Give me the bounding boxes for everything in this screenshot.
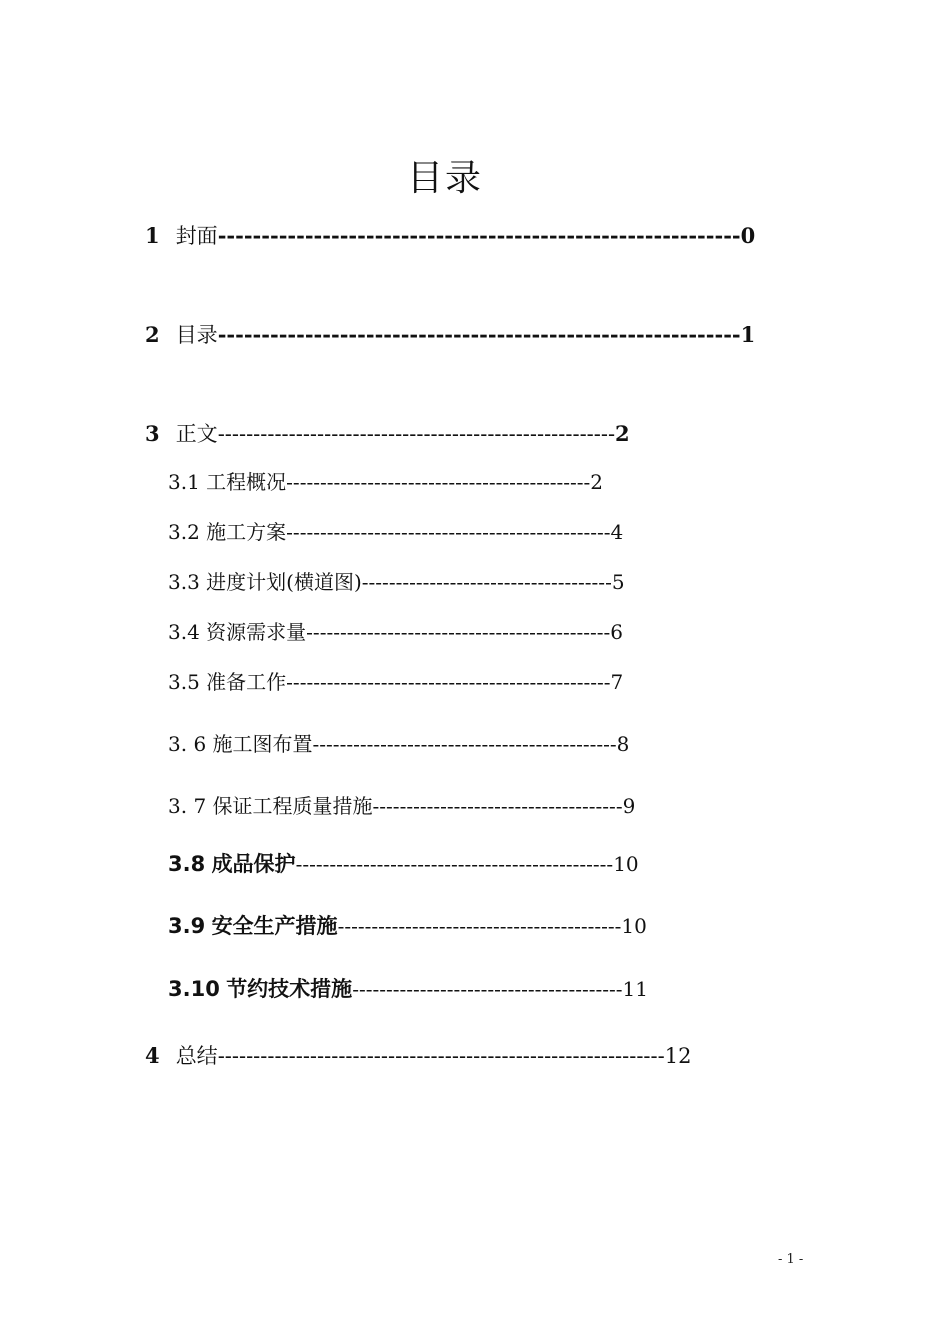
toc-leader: --------------------------------------------- <box>306 620 611 644</box>
toc-entry-3-10[interactable] <box>168 979 738 1000</box>
toc-entry-number: 3.2 <box>168 520 200 544</box>
toc-entry-3-5[interactable] <box>168 672 718 692</box>
toc-entry-3-2[interactable] <box>168 522 718 542</box>
toc-entry-label: 正文 <box>175 422 218 446</box>
toc-entry-label: 施工图布置 <box>212 732 313 756</box>
toc-page-ref: 1 <box>740 322 756 347</box>
toc-leader: ------------------------------------- <box>361 570 612 594</box>
toc-entry-label: 保证工程质量措施 <box>212 794 373 818</box>
toc-leader: --------------------------------------------- <box>312 732 617 756</box>
toc-entry-cover[interactable] <box>145 223 756 248</box>
toc-entry-number: 3.10 <box>168 977 220 1001</box>
toc-entry-number: 1 <box>145 223 160 248</box>
toc-entry-label: 目录 <box>175 323 218 347</box>
toc-entry-3-1[interactable] <box>168 472 718 492</box>
toc-entry-label: 节约技术措施 <box>226 977 353 1001</box>
toc-leader: ------------------------------------------------------------ <box>217 223 741 248</box>
toc-entry-number: 3.5 <box>168 670 200 694</box>
toc-entry-number: 2 <box>145 322 160 347</box>
toc-entry-label: 资源需求量 <box>206 620 307 644</box>
toc-entry-label: 安全生产措施 <box>211 914 338 938</box>
toc-leader: --------------------------------------------------------------- <box>217 1044 665 1068</box>
toc-leader: ----------------------------------------------- <box>295 852 614 876</box>
toc-entry-label: 进度计划(横道图) <box>206 570 362 594</box>
page-title: 目录 <box>406 158 483 199</box>
toc-page-ref: 2 <box>615 421 630 446</box>
toc-page-ref: 4 <box>610 520 624 544</box>
toc-leader: ------------------------------------------------ <box>286 520 611 544</box>
toc-entry-number: 3.4 <box>168 620 200 644</box>
toc-page-ref: 12 <box>664 1044 692 1068</box>
toc-entry-number: 3.8 <box>168 852 206 876</box>
toc-entry-label: 准备工作 <box>206 670 287 694</box>
footer-page-number: - 1 - <box>778 1252 804 1267</box>
toc-entry-number: 3. 6 <box>168 732 207 756</box>
toc-page-ref: 8 <box>616 732 630 756</box>
toc-entry-number: 3. 7 <box>168 794 207 818</box>
toc-entry-number: 3 <box>145 421 160 446</box>
toc-entry-3-8[interactable] <box>168 854 718 875</box>
toc-entry-contents[interactable] <box>145 322 756 347</box>
toc-entry-number: 3.9 <box>168 914 206 938</box>
toc-entry-body[interactable] <box>145 423 715 445</box>
toc-entry-3-6[interactable] <box>168 734 718 754</box>
toc-entry-label: 施工方案 <box>206 520 287 544</box>
toc-entry-summary[interactable] <box>145 1045 745 1067</box>
toc-page-ref: 10 <box>621 914 647 938</box>
toc-leader: ------------------------------------- <box>372 794 623 818</box>
toc-entry-3-9[interactable] <box>168 916 728 937</box>
toc-entry-label: 总结 <box>175 1044 218 1068</box>
toc-entry-label: 工程概况 <box>206 470 287 494</box>
toc-leader: ------------------------------------------ <box>337 914 622 938</box>
toc-entry-label: 封面 <box>175 224 218 248</box>
toc-entry-number: 4 <box>145 1043 160 1068</box>
toc-page-ref: 7 <box>610 670 624 694</box>
toc-page-ref: 11 <box>622 977 648 1001</box>
toc-leader: ---------------------------------------- <box>352 977 623 1001</box>
toc-leader: ------------------------------------------------------------ <box>217 322 741 347</box>
toc-entry-number: 3.3 <box>168 570 200 594</box>
toc-page-ref: 9 <box>622 794 636 818</box>
toc-leader: -------------------------------------------------------- <box>217 422 616 446</box>
toc-entry-3-3[interactable] <box>168 572 718 592</box>
toc-page-ref: 0 <box>740 223 756 248</box>
toc-entry-label: 成品保护 <box>211 852 296 876</box>
toc-page-ref: 6 <box>610 620 624 644</box>
toc-entry-3-4[interactable] <box>168 622 718 642</box>
toc-page-ref: 5 <box>611 570 625 594</box>
toc-entry-number: 3.1 <box>168 470 200 494</box>
toc-leader: ------------------------------------------------ <box>286 670 611 694</box>
toc-leader: --------------------------------------------- <box>286 470 591 494</box>
toc-page-ref: 10 <box>613 852 639 876</box>
toc-page-ref: 2 <box>590 470 604 494</box>
toc-entry-3-7[interactable] <box>168 796 718 816</box>
